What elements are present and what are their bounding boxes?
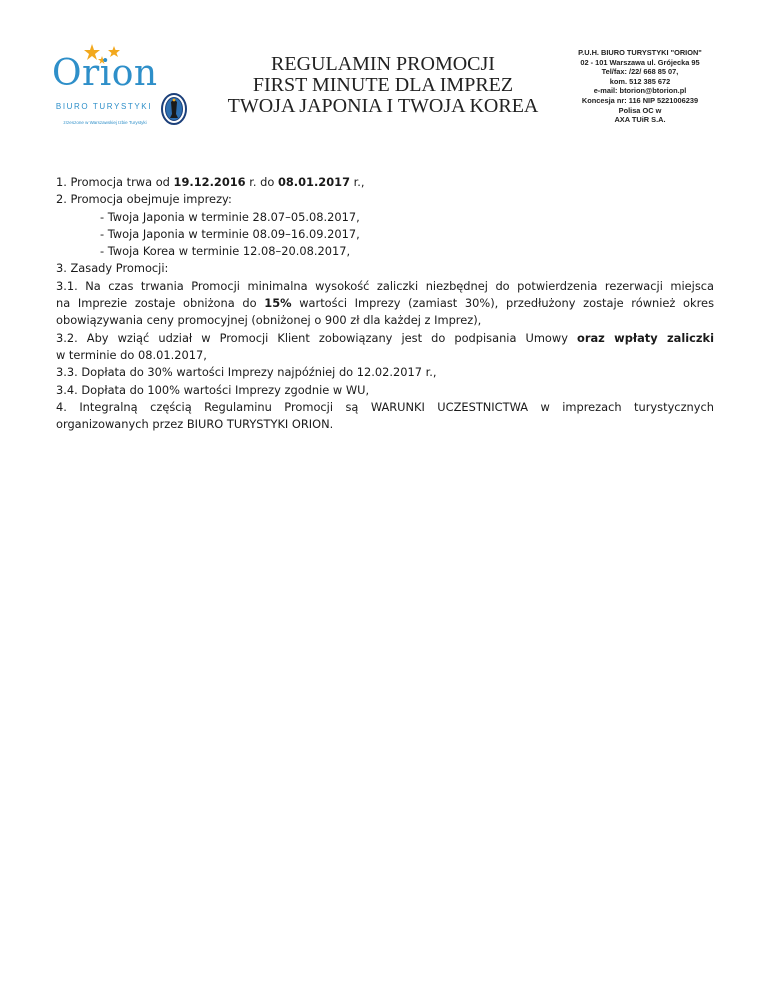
company-info bbox=[560, 48, 720, 125]
point-3-1-line-2: na Imprezie zostaje obniżona do 15% wartości Imprezy (zamiast 30%), przedłużony zostaje również okres bbox=[56, 296, 714, 311]
event-item: - Twoja Japonia w terminie 28.07–05.08.2017, bbox=[100, 209, 360, 224]
company-line: Tel/fax: /22/ 668 85 07, bbox=[601, 67, 679, 77]
company-line: AXA TUiR S.A. bbox=[614, 115, 666, 125]
point-3-2-line-1: 3.2. Aby wziąć udział w Promocji Klient zobowiązany jest do podpisania Umowy oraz wpłaty zaliczki bbox=[56, 330, 715, 345]
title-line-2: FIRST MINUTE DLA IMPREZ bbox=[252, 74, 514, 96]
logo-subtitle: BIURO TURYSTYKI bbox=[55, 102, 153, 111]
orion-logo bbox=[48, 40, 160, 126]
point-4-line-1: 4. Integralną częścią Regulaminu Promocji są WARUNKI UCZESTNICTWA w imprezach turystycznych bbox=[56, 399, 714, 414]
logo-brand-text: Orion bbox=[52, 53, 158, 94]
point-3: 3. Zasady Promocji: bbox=[56, 261, 169, 276]
point-2: 2. Promocja obejmuje imprezy: bbox=[56, 192, 232, 207]
company-line: e-mail: btorion@btorion.pl bbox=[593, 86, 687, 96]
title-line-3: TWOJA JAPONIA I TWOJA KOREA bbox=[227, 95, 539, 117]
logo-note: zrzeszone w Warszawskiej Izbie Turystyki bbox=[63, 120, 147, 125]
company-line: Koncesja nr: 116 NIP 5221006239 bbox=[581, 95, 699, 105]
regulation-body bbox=[56, 174, 714, 433]
point-4-line-2: organizowanych przez BIURO TURYSTYKI ORION. bbox=[56, 417, 334, 432]
title-line-1: REGULAMIN PROMOCJI bbox=[271, 53, 495, 75]
point-3-3: 3.3. Dopłata do 30% wartości Imprezy najpóźniej do 12.02.2017 r., bbox=[56, 365, 437, 380]
point-3-1-line-3: obowiązywania ceny promocyjnej (obniżonej o 900 zł dla każdej z Imprez), bbox=[56, 313, 482, 328]
event-item: - Twoja Korea w terminie 12.08–20.08.2017, bbox=[100, 244, 351, 259]
company-line: 02 - 101 Warszawa ul. Grójecka 95 bbox=[580, 57, 700, 67]
point-3-1-line-1: 3.1. Na czas trwania Promocji minimalna wysokość zaliczki niezbędnej do potwierdzenia rezerwacji miejsca bbox=[56, 278, 714, 293]
company-line: Polisa OC w bbox=[618, 105, 662, 115]
tourism-chamber-emblem-icon bbox=[160, 92, 188, 126]
event-item: - Twoja Japonia w terminie 08.09–16.09.2017, bbox=[100, 226, 360, 241]
company-line: kom. 512 385 672 bbox=[609, 76, 671, 86]
document-title bbox=[218, 54, 548, 117]
point-3-2-line-2: w terminie do 08.01.2017, bbox=[56, 347, 207, 362]
point-3-4: 3.4. Dopłata do 100% wartości Imprezy zgodnie w WU, bbox=[56, 382, 370, 397]
point-1: 1. Promocja trwa od 19.12.2016 r. do 08.01.2017 r., bbox=[56, 175, 365, 189]
company-line: P.U.H. BIURO TURYSTYKI "ORION" bbox=[578, 48, 702, 57]
